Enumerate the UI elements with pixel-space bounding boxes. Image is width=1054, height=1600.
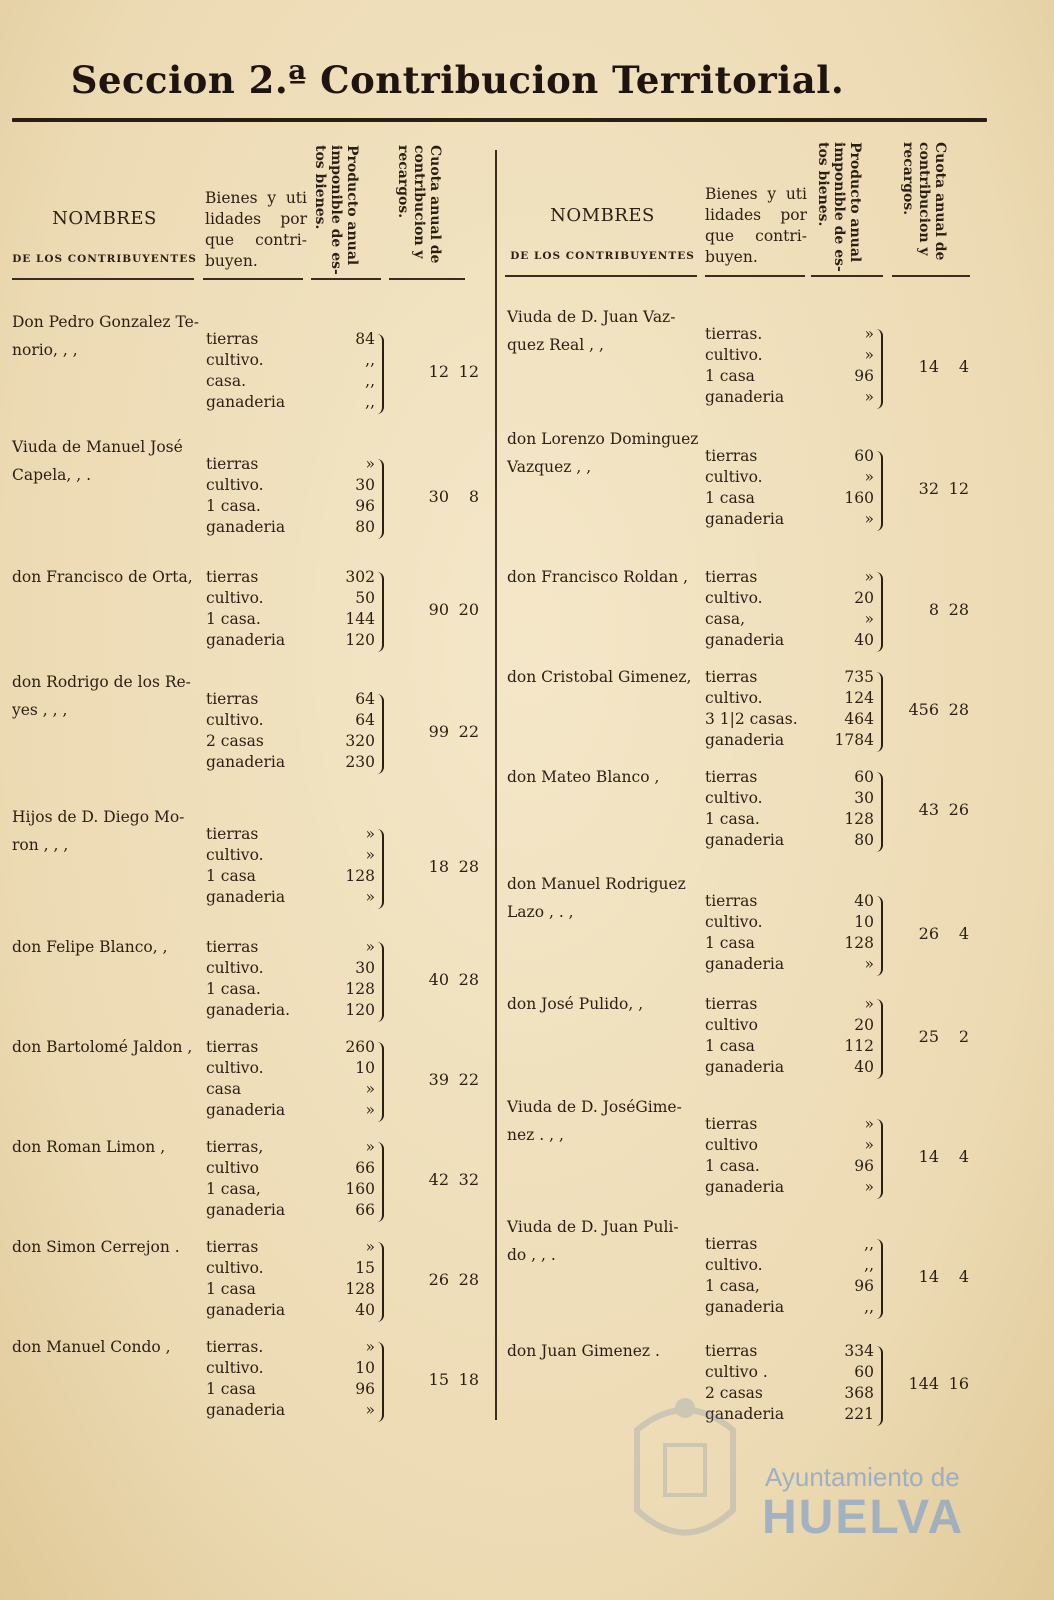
- contributor-name: don Lorenzo Dominguez Vazquez , ,: [507, 430, 699, 476]
- asset-value: 96: [355, 497, 375, 515]
- cuota-amount: [415, 362, 479, 381]
- watermark-line2: HUELVA: [762, 1491, 965, 1544]
- contributor-name: don Simon Cerrejon .: [12, 1238, 180, 1256]
- asset-value: 66: [355, 1159, 375, 1177]
- asset-label: cultivo.: [206, 846, 264, 864]
- cuota-maravedis: 18: [458, 1370, 479, 1389]
- asset-label: cultivo.: [705, 589, 763, 607]
- asset-value: 160: [345, 1180, 375, 1198]
- asset-label: 1 casa.: [206, 980, 261, 998]
- asset-label: 2 casas: [705, 1384, 763, 1402]
- cuota-maravedis: 12: [948, 479, 969, 498]
- cuota-amount: [905, 800, 969, 819]
- cuota-reales: 99: [428, 722, 449, 741]
- asset-label: tierras: [206, 330, 259, 348]
- contributor-name: don Bartolomé Jaldon ,: [12, 1038, 193, 1056]
- asset-label: ganaderia: [206, 753, 286, 771]
- asset-label: tierras: [705, 668, 758, 686]
- contributor-name: Hijos de D. Diego Mo- ron , , ,: [12, 808, 185, 854]
- asset-value: 40: [854, 631, 874, 649]
- asset-value: 120: [345, 1001, 375, 1019]
- cuota-reales: 26: [428, 1270, 449, 1289]
- asset-label: tierras.: [705, 325, 763, 343]
- asset-label: ganaderia: [705, 631, 785, 649]
- asset-value: 368: [844, 1384, 874, 1402]
- cuota-reales: 12: [428, 362, 449, 381]
- asset-value: 40: [355, 1301, 375, 1319]
- asset-value: 735: [844, 668, 874, 686]
- asset-value: »: [864, 388, 874, 406]
- header-rule: [311, 278, 381, 280]
- grouping-brace: [875, 1239, 883, 1319]
- cuota-maravedis: 28: [458, 1270, 479, 1289]
- cuota-maravedis: 32: [458, 1170, 479, 1189]
- asset-label: cultivo: [705, 1136, 758, 1154]
- cuota-reales: 15: [428, 1370, 449, 1389]
- asset-value: 10: [854, 913, 874, 931]
- cuota-amount: [905, 1267, 969, 1286]
- header-rule: [12, 278, 194, 280]
- asset-label: ganaderia: [206, 1201, 286, 1219]
- asset-value: 128: [844, 810, 874, 828]
- asset-label: cultivo.: [206, 711, 264, 729]
- asset-value: 464: [844, 710, 874, 728]
- header-bienes-left: Bienes y uti lidades por que contri- buyen.: [205, 189, 307, 270]
- contributor-name: don Felipe Blanco, ,: [12, 938, 168, 956]
- asset-label: casa: [206, 1080, 242, 1098]
- header-rule: [505, 275, 697, 277]
- asset-label: ganaderia: [705, 731, 785, 749]
- asset-value: 230: [345, 753, 375, 771]
- asset-value: »: [864, 610, 874, 628]
- asset-value: 96: [854, 1157, 874, 1175]
- asset-label: 1 casa: [206, 867, 256, 885]
- asset-value: 128: [844, 934, 874, 952]
- cuota-amount: [415, 600, 479, 619]
- asset-label: tierras: [705, 768, 758, 786]
- contributor-name: don Mateo Blanco ,: [507, 768, 660, 786]
- contributor-name: don Manuel Condo ,: [12, 1338, 171, 1356]
- asset-value: 30: [355, 959, 375, 977]
- asset-value: 320: [345, 732, 375, 750]
- contributor-name: don Roman Limon ,: [12, 1138, 166, 1156]
- asset-value: 260: [345, 1038, 375, 1056]
- asset-label: 1 casa.: [206, 610, 261, 628]
- cuota-amount: [415, 1170, 479, 1189]
- cuota-reales: 14: [918, 1267, 939, 1286]
- asset-label: tierras: [206, 568, 259, 586]
- cuota-reales: 8: [928, 600, 939, 619]
- header-bienes-right: Bienes y uti lidades por que contri- buyen.: [705, 185, 807, 266]
- asset-label: ganaderia: [206, 1101, 286, 1119]
- cuota-reales: 43: [918, 800, 939, 819]
- grouping-brace: [376, 1342, 384, 1422]
- asset-label: tierras: [705, 1115, 758, 1133]
- asset-value: ,,: [864, 1235, 874, 1253]
- contributor-name: don José Pulido, ,: [507, 995, 644, 1013]
- title-rule: [12, 118, 987, 122]
- asset-value: 64: [355, 690, 375, 708]
- asset-label: ganaderia: [705, 1405, 785, 1423]
- asset-value: ,,: [365, 393, 375, 411]
- grouping-brace: [376, 829, 384, 909]
- asset-value: »: [864, 1178, 874, 1196]
- asset-value: ,,: [864, 1256, 874, 1274]
- asset-value: »: [365, 888, 375, 906]
- asset-label: ganaderia: [705, 955, 785, 973]
- asset-value: 66: [355, 1201, 375, 1219]
- contributor-name: don Cristobal Gimenez,: [507, 668, 692, 686]
- header-producto-right: Producto anual imponible de es- tos bienes.: [815, 142, 863, 272]
- asset-label: cultivo.: [705, 346, 763, 364]
- asset-label: ganaderia: [705, 831, 785, 849]
- header-producto-left: Producto anual imponible de es- tos bienes.: [312, 145, 360, 275]
- contributor-name: Don Pedro Gonzalez Te- norio, , ,: [12, 313, 200, 359]
- asset-value: »: [864, 955, 874, 973]
- asset-value: ,,: [365, 372, 375, 390]
- asset-label: 3 1|2 casas.: [705, 710, 798, 728]
- asset-label: 1 casa.: [206, 497, 261, 515]
- asset-value: 221: [844, 1405, 874, 1423]
- cuota-amount: [905, 357, 969, 376]
- cuota-amount: [905, 924, 969, 943]
- asset-value: 96: [854, 367, 874, 385]
- asset-label: tierras: [206, 455, 259, 473]
- asset-value: 120: [345, 631, 375, 649]
- asset-value: 128: [345, 867, 375, 885]
- asset-label: tierras: [206, 1038, 259, 1056]
- asset-value: 96: [355, 1380, 375, 1398]
- header-nombres-left: [12, 208, 197, 265]
- asset-label: tierras: [206, 938, 259, 956]
- grouping-brace: [875, 329, 883, 409]
- asset-label: ganaderia: [705, 1178, 785, 1196]
- cuota-maravedis: 16: [948, 1374, 969, 1393]
- asset-label: 2 casas: [206, 732, 264, 750]
- cuota-reales: 39: [428, 1070, 449, 1089]
- asset-value: 334: [844, 1342, 874, 1360]
- asset-label: 1 casa: [705, 489, 755, 507]
- cuota-maravedis: 8: [468, 487, 479, 506]
- cuota-amount: [415, 1270, 479, 1289]
- cuota-reales: 456: [908, 700, 939, 719]
- cuota-reales: 30: [428, 487, 449, 506]
- asset-value: 20: [854, 1016, 874, 1034]
- asset-label: 1 casa,: [206, 1180, 261, 1198]
- header-rule: [892, 275, 970, 277]
- asset-value: »: [864, 468, 874, 486]
- asset-value: 128: [345, 980, 375, 998]
- asset-value: 50: [355, 589, 375, 607]
- asset-value: 30: [854, 789, 874, 807]
- asset-value: »: [365, 1101, 375, 1119]
- asset-value: 40: [854, 1058, 874, 1076]
- asset-label: ganaderia: [705, 1058, 785, 1076]
- cuota-amount: [415, 1370, 479, 1389]
- grouping-brace: [376, 572, 384, 652]
- header-nombres-label: NOMBRES: [550, 205, 655, 226]
- cuota-maravedis: 4: [958, 1267, 969, 1286]
- asset-value: 10: [355, 1059, 375, 1077]
- cuota-reales: 26: [918, 924, 939, 943]
- cuota-amount: [905, 600, 969, 619]
- asset-value: 84: [355, 330, 375, 348]
- asset-value: »: [864, 346, 874, 364]
- grouping-brace: [875, 572, 883, 652]
- asset-value: 30: [355, 476, 375, 494]
- asset-label: ganaderia: [206, 631, 286, 649]
- asset-label: ganaderia: [206, 888, 286, 906]
- asset-value: »: [365, 846, 375, 864]
- asset-label: ganaderia: [206, 1401, 286, 1419]
- asset-label: ganaderia: [705, 1298, 785, 1316]
- asset-label: cultivo.: [206, 1259, 264, 1277]
- asset-label: 1 casa: [705, 1037, 755, 1055]
- asset-label: cultivo.: [705, 789, 763, 807]
- header-nombres-sub: DE LOS CONTRIBUYENTES: [12, 253, 197, 265]
- cuota-maravedis: 28: [458, 970, 479, 989]
- asset-label: cultivo.: [206, 1059, 264, 1077]
- grouping-brace: [376, 334, 384, 414]
- asset-value: 128: [345, 1280, 375, 1298]
- cuota-maravedis: 22: [458, 1070, 479, 1089]
- asset-value: »: [365, 1238, 375, 1256]
- cuota-maravedis: 12: [458, 362, 479, 381]
- cuota-amount: [905, 1027, 969, 1046]
- header-rule: [389, 278, 465, 280]
- grouping-brace: [875, 672, 883, 752]
- asset-value: »: [864, 1136, 874, 1154]
- asset-label: cultivo.: [705, 1256, 763, 1274]
- asset-value: »: [864, 1115, 874, 1133]
- asset-label: tierras: [206, 690, 259, 708]
- asset-label: tierras: [206, 1238, 259, 1256]
- contributor-name: don Francisco de Orta,: [12, 568, 193, 586]
- asset-value: 60: [854, 447, 874, 465]
- asset-label: ganaderia: [705, 510, 785, 528]
- asset-value: »: [864, 995, 874, 1013]
- cuota-maravedis: 26: [948, 800, 969, 819]
- asset-value: 112: [844, 1037, 874, 1055]
- header-rule: [203, 278, 303, 280]
- asset-label: tierras,: [206, 1138, 264, 1156]
- asset-value: »: [365, 938, 375, 956]
- asset-label: 1 casa: [705, 367, 755, 385]
- asset-label: ganaderia: [206, 1301, 286, 1319]
- asset-value: 80: [854, 831, 874, 849]
- asset-label: cultivo: [705, 1016, 758, 1034]
- cuota-reales: 90: [428, 600, 449, 619]
- cuota-amount: [415, 722, 479, 741]
- asset-value: »: [365, 1080, 375, 1098]
- asset-label: tierras: [705, 1235, 758, 1253]
- contributor-name: don Manuel Rodriguez Lazo , . ,: [507, 875, 686, 921]
- asset-value: 96: [854, 1277, 874, 1295]
- asset-label: tierras: [705, 1342, 758, 1360]
- cuota-maravedis: 4: [958, 357, 969, 376]
- asset-value: »: [864, 325, 874, 343]
- asset-label: cultivo.: [206, 959, 264, 977]
- asset-label: 1 casa,: [705, 1277, 760, 1295]
- grouping-brace: [875, 1119, 883, 1199]
- asset-value: »: [864, 568, 874, 586]
- cuota-maravedis: 28: [948, 700, 969, 719]
- cuota-reales: 14: [918, 357, 939, 376]
- grouping-brace: [376, 694, 384, 774]
- cuota-maravedis: 4: [958, 1147, 969, 1166]
- asset-value: ,,: [365, 351, 375, 369]
- cuota-amount: [905, 479, 969, 498]
- watermark-line1: Ayuntamiento de: [765, 1462, 960, 1492]
- asset-value: 144: [345, 610, 375, 628]
- cuota-reales: 32: [918, 479, 939, 498]
- grouping-brace: [376, 459, 384, 539]
- header-rule: [705, 275, 805, 277]
- cuota-maravedis: 22: [458, 722, 479, 741]
- cuota-maravedis: 28: [458, 857, 479, 876]
- asset-label: cultivo .: [705, 1363, 768, 1381]
- cuota-amount: [905, 700, 969, 719]
- page-title: Seccion 2.ª Contribucion Territorial.: [70, 58, 845, 102]
- asset-value: 160: [844, 489, 874, 507]
- asset-label: tierras: [705, 447, 758, 465]
- asset-label: cultivo.: [705, 468, 763, 486]
- asset-value: 20: [854, 589, 874, 607]
- asset-value: 80: [355, 518, 375, 536]
- cuota-maravedis: 2: [958, 1027, 969, 1046]
- cuota-amount: [415, 857, 479, 876]
- asset-value: »: [365, 825, 375, 843]
- contributor-name: don Rodrigo de los Re- yes , , ,: [12, 673, 191, 719]
- asset-value: 1784: [834, 731, 874, 749]
- cuota-amount: [415, 1070, 479, 1089]
- cuota-amount: [905, 1147, 969, 1166]
- cuota-maravedis: 20: [458, 600, 479, 619]
- asset-label: cultivo.: [705, 689, 763, 707]
- asset-label: 1 casa: [705, 934, 755, 952]
- cuota-maravedis: 28: [948, 600, 969, 619]
- asset-label: ganaderia: [206, 518, 286, 536]
- contributor-name: Viuda de Manuel José Capela, , .: [12, 438, 183, 484]
- header-nombres-right: [505, 205, 700, 262]
- contributor-name: Viuda de D. Juan Vaz- quez Real , ,: [507, 308, 676, 354]
- header-rule: [811, 275, 883, 277]
- grouping-brace: [875, 999, 883, 1079]
- asset-label: 1 casa: [206, 1280, 256, 1298]
- contributor-name: don Juan Gimenez .: [507, 1342, 660, 1360]
- asset-label: ganaderia.: [206, 1001, 291, 1019]
- asset-label: ganaderia: [206, 393, 286, 411]
- asset-value: ,,: [864, 1298, 874, 1316]
- cuota-reales: 144: [908, 1374, 939, 1393]
- asset-label: cultivo.: [206, 351, 264, 369]
- grouping-brace: [376, 1042, 384, 1122]
- asset-value: »: [365, 1138, 375, 1156]
- cuota-maravedis: 4: [958, 924, 969, 943]
- asset-label: tierras: [206, 825, 259, 843]
- grouping-brace: [875, 896, 883, 976]
- grouping-brace: [376, 1142, 384, 1222]
- asset-value: 40: [854, 892, 874, 910]
- column-separator: [495, 150, 497, 1420]
- cuota-reales: 14: [918, 1147, 939, 1166]
- asset-label: casa,: [705, 610, 746, 628]
- cuota-reales: 42: [428, 1170, 449, 1189]
- asset-label: cultivo.: [206, 1359, 264, 1377]
- header-cuota-right: Cuota anual de contribucion y recargos.: [900, 142, 948, 261]
- asset-label: ganaderia: [705, 388, 785, 406]
- asset-label: 1 casa: [206, 1380, 256, 1398]
- asset-label: cultivo.: [206, 589, 264, 607]
- contributor-name: Viuda de D. JoséGime- nez . , ,: [507, 1098, 682, 1144]
- cuota-reales: 25: [918, 1027, 939, 1046]
- asset-label: tierras: [705, 892, 758, 910]
- asset-value: »: [365, 1338, 375, 1356]
- header-cuota-left: Cuota anual de contribucion y recargos.: [395, 145, 443, 264]
- asset-label: cultivo.: [206, 476, 264, 494]
- asset-label: tierras: [705, 568, 758, 586]
- asset-value: 15: [355, 1259, 375, 1277]
- grouping-brace: [875, 772, 883, 852]
- cuota-amount: [415, 970, 479, 989]
- asset-value: 60: [854, 768, 874, 786]
- asset-label: 1 casa.: [705, 1157, 760, 1175]
- header-nombres-label: NOMBRES: [52, 208, 157, 229]
- contributor-name: Viuda de D. Juan Puli- do , , .: [507, 1218, 679, 1264]
- cuota-reales: 18: [428, 857, 449, 876]
- asset-value: 64: [355, 711, 375, 729]
- grouping-brace: [376, 942, 384, 1022]
- cuota-reales: 40: [428, 970, 449, 989]
- contributor-name: don Francisco Roldan ,: [507, 568, 689, 586]
- grouping-brace: [875, 451, 883, 531]
- header-nombres-sub: DE LOS CONTRIBUYENTES: [510, 250, 695, 262]
- asset-value: 60: [854, 1363, 874, 1381]
- cuota-amount: [415, 487, 479, 506]
- grouping-brace: [376, 1242, 384, 1322]
- asset-value: »: [365, 455, 375, 473]
- asset-label: cultivo: [206, 1159, 259, 1177]
- asset-value: »: [864, 510, 874, 528]
- asset-label: casa.: [206, 372, 247, 390]
- asset-value: 10: [355, 1359, 375, 1377]
- asset-value: »: [365, 1401, 375, 1419]
- asset-label: tierras.: [206, 1338, 264, 1356]
- asset-label: 1 casa.: [705, 810, 760, 828]
- asset-value: 124: [844, 689, 874, 707]
- asset-label: tierras: [705, 995, 758, 1013]
- asset-value: 302: [345, 568, 375, 586]
- asset-label: cultivo.: [705, 913, 763, 931]
